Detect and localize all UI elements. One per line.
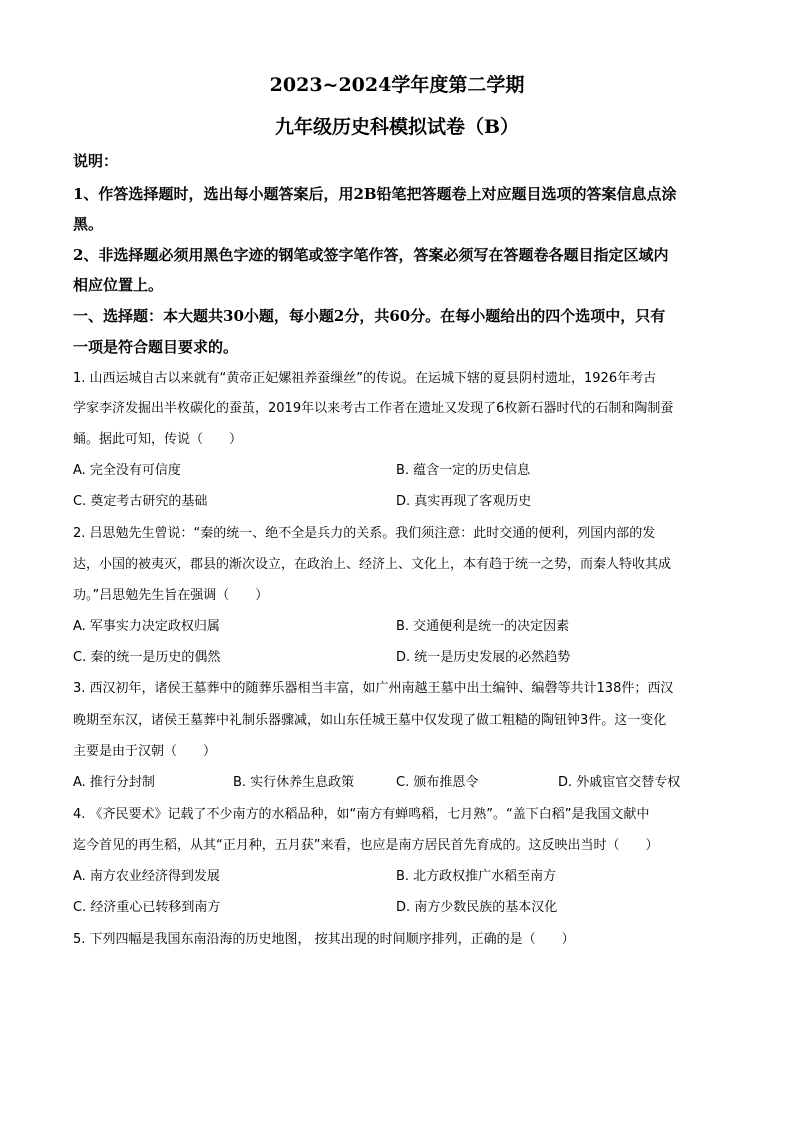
instruction-2-line-1: 2、非选择题必须用黑色字迹的钢笔或签字笔作答，答案必须写在答题卷各题目指定区域内 [73,246,669,264]
question-4-option-a[interactable]: A. 南方农业经济得到发展 [73,869,220,884]
question-2-stem-line: 达，小国的被夷灭，郡县的渐次设立，在政治上、经济上、文化上，本有趋于统一之势，而秦人特收其成 [73,557,672,572]
section-1-heading-line-2: 一项是符合题目要求的。 [73,338,239,356]
question-3-stem-line: 3. 西汉初年，诸侯王墓葬中的随葬乐器相当丰富，如广州南越王墓中出土编钟、编磬等共计138件；西汉 [73,681,674,696]
question-2-option-b[interactable]: B. 交通便利是统一的决定因素 [396,619,570,634]
question-4-option-c[interactable]: C. 经济重心已转移到南方 [73,900,221,915]
question-5-stem-line: 5. 下列四幅是我国东南沿海的历史地图， 按其出现的时间顺序排列，正确的是（ ） [73,932,575,947]
question-4-option-b[interactable]: B. 北方政权推广水稻至南方 [396,869,557,884]
question-4-stem-line: 4. 《齐民要术》记载了不少南方的水稻品种，如“南方有蝉鸣稻，七月熟”。“盖下白稻”是我国文献中 [73,807,650,822]
question-4-stem-line: 迄今首见的再生稻，从其“正月种，五月获”来看，也应是南方居民首先育成的。这反映出当时（ ） [73,838,659,853]
question-2-stem-line: 功。”吕思勉先生旨在强调（ ） [73,588,269,603]
instruction-1-line-1: 1、作答选择题时，选出每小题答案后，用2B铅笔把答题卷上对应题目选项的答案信息点涂 [73,185,677,203]
question-2-option-c[interactable]: C. 秦的统一是历史的偶然 [73,650,221,665]
question-3-stem-line: 晚期至东汉，诸侯王墓葬中礼制乐器骤减，如山东任城王墓中仅发现了做工粗糙的陶钮钟3件。这一变化 [73,713,667,728]
question-1-stem-line: 1. 山西运城自古以来就有“黄帝正妃嫘祖养蚕缫丝”的传说。在运城下辖的夏县阴村遗址，1926年考古 [73,371,657,386]
question-2-option-d[interactable]: D. 统一是历史发展的必然趋势 [396,650,571,665]
question-3-option-c[interactable]: C. 颁布推恩令 [396,775,479,790]
question-3-option-b[interactable]: B. 实行休养生息政策 [233,775,355,790]
exam-title-year: 2023~2024学年度第二学期 [269,74,525,96]
question-3-option-d[interactable]: D. 外戚宦官交替专权 [558,775,681,790]
question-1-stem-line: 学家李济发掘出半枚碳化的蚕茧，2019年以来考古工作者在遗址又发现了6枚新石器时代的石制和陶制蚕 [73,401,674,416]
question-1-option-d[interactable]: D. 真实再现了客观历史 [396,494,532,509]
instructions-heading: 说明： [73,152,119,170]
question-4-option-d[interactable]: D. 南方少数民族的基本汉化 [396,900,558,915]
instruction-1-line-2: 黑。 [73,215,104,233]
question-1-option-a[interactable]: A. 完全没有可信度 [73,463,181,478]
question-3-option-a[interactable]: A. 推行分封制 [73,775,155,790]
question-2-option-a[interactable]: A. 军事实力决定政权归属 [73,619,220,634]
question-2-stem-line: 2. 吕思勉先生曾说：“秦的统一、绝不全是兵力的关系。我们须注意：此时交通的便利，列国内部的发 [73,526,656,541]
instruction-2-line-2: 相应位置上。 [73,276,164,294]
question-1-option-c[interactable]: C. 奠定考古研究的基础 [73,494,208,509]
question-1-stem-line: 蛹。据此可知，传说（ ） [73,432,243,447]
question-1-option-b[interactable]: B. 蕴含一定的历史信息 [396,463,531,478]
exam-title-subject: 九年级历史科模拟试卷（B） [274,116,520,138]
question-3-stem-line: 主要是由于汉朝（ ） [73,744,217,759]
section-1-heading-line-1: 一、选择题：本大题共30小题，每小题2分，共60分。在每小题给出的四个选项中，只有 [73,307,666,325]
